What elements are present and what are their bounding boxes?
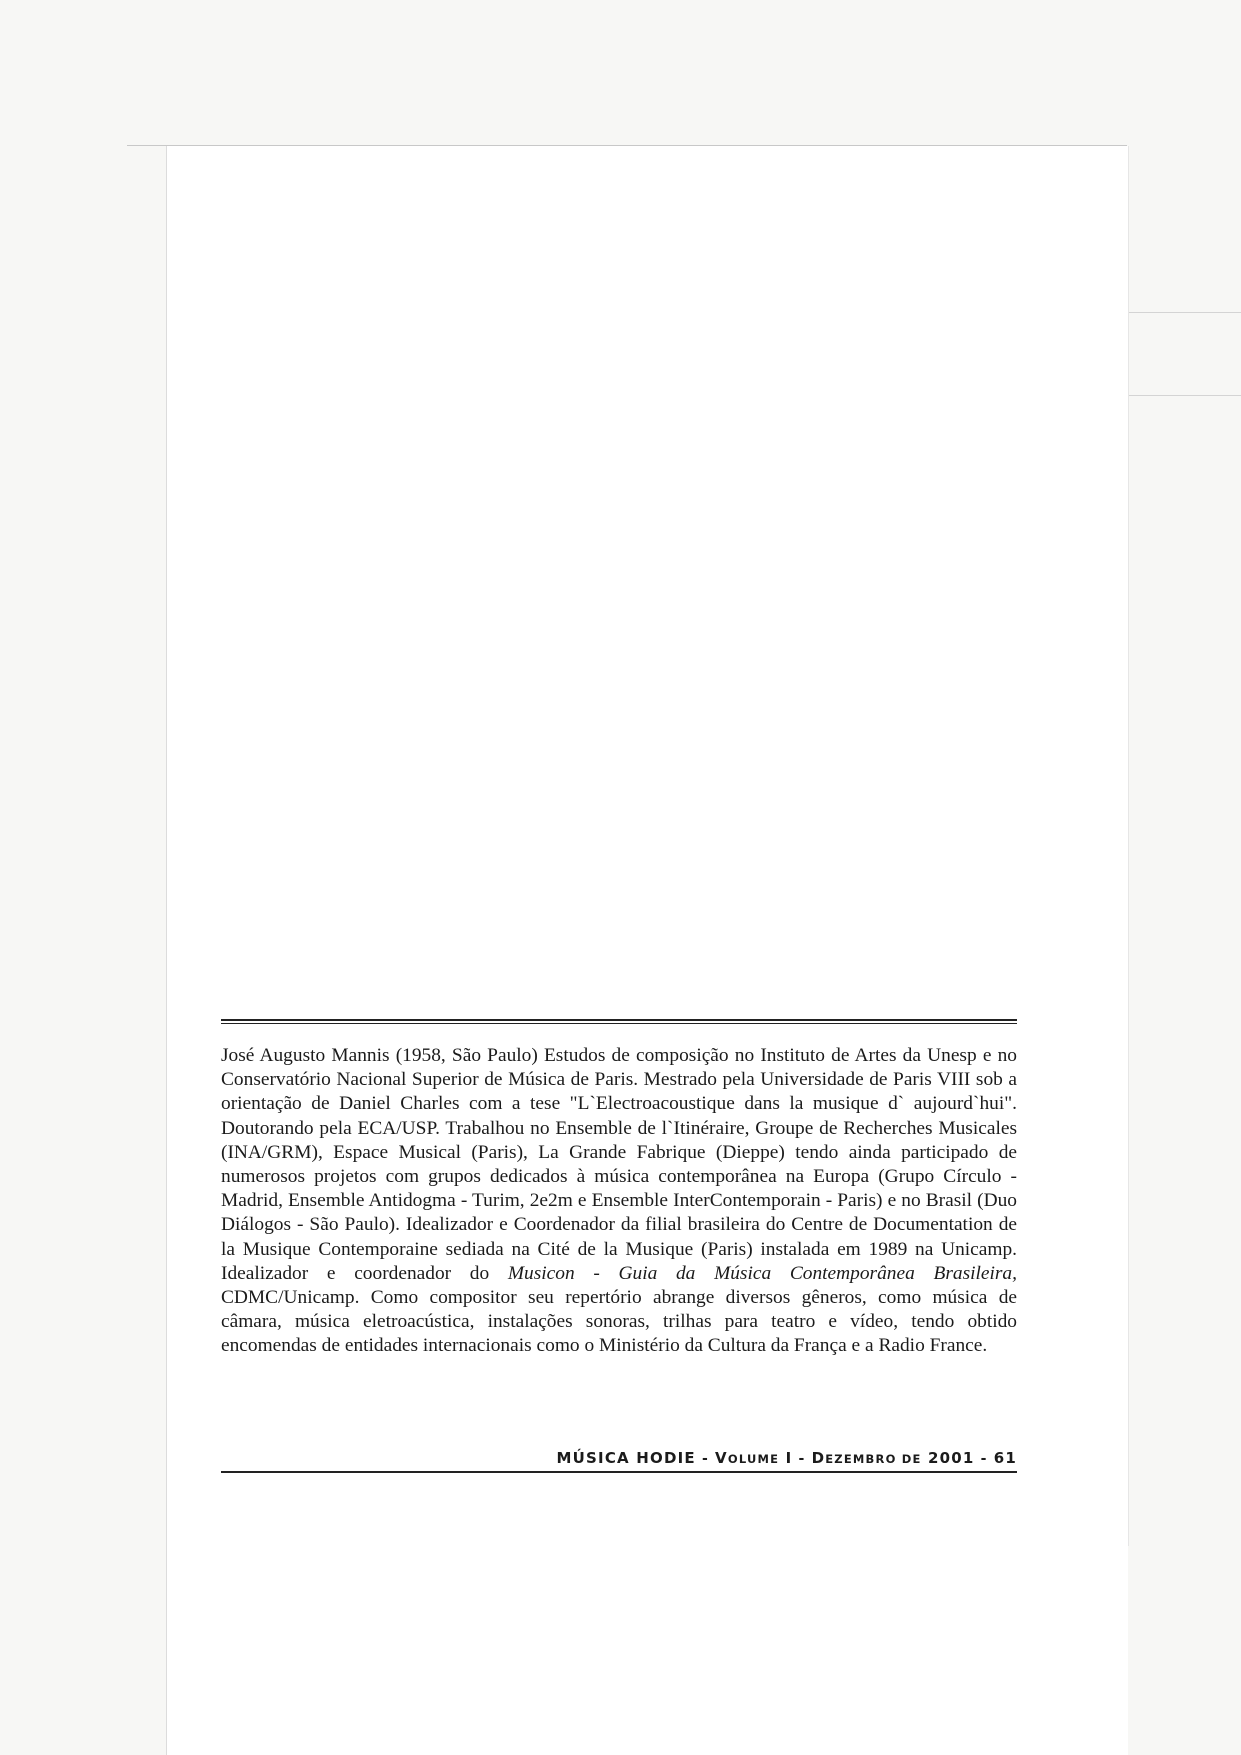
running-footer bbox=[221, 1449, 1017, 1467]
scan-tab-mark bbox=[1129, 395, 1241, 396]
footer-separator: - bbox=[792, 1451, 812, 1467]
footer-separator: - bbox=[695, 1451, 716, 1467]
bio-top-rule bbox=[221, 1019, 1017, 1024]
footer-journal: MÚSICA HODIE bbox=[556, 1449, 696, 1467]
page-number: 61 bbox=[993, 1449, 1017, 1467]
footer-separator: - bbox=[974, 1451, 994, 1467]
author-bio bbox=[221, 1044, 1017, 1359]
footer-volume-number: I bbox=[779, 1449, 793, 1467]
scan-tab-mark bbox=[1129, 312, 1241, 313]
bio-text-part-2: CDMC/Unicamp. Como compositor seu repertório abrange diversos gêneros, como música de câmara, música eletroacústica, instalações sonoras, trilhas para teatro e vídeo, tendo obtido encomendas de entidades internacionais como o Ministério da Cultura da França e a Radio France. bbox=[221, 1287, 1017, 1357]
footer-rule bbox=[221, 1471, 1017, 1473]
scan-edge-right bbox=[1128, 146, 1129, 1546]
footer-month-rest: EZEMBRO bbox=[825, 1452, 897, 1466]
document-page bbox=[167, 146, 1128, 1755]
footer-year: 2001 bbox=[921, 1449, 975, 1467]
footer-volume-initial: V bbox=[715, 1449, 728, 1467]
footer-de: DE bbox=[896, 1452, 922, 1466]
bio-text-part-1: José Augusto Mannis (1958, São Paulo) Estudos de composição no Instituto de Artes da Unesp e no Conservatório Nacional Superior de Música de Paris. Mestrado pela Universidade de Paris VIII sob a orientação de Daniel Charles com a tese "L`Electroacoustique dans la musique d` aujourd`hui". Doutorando pela ECA/USP. Trabalhou no Ensemble de l`Itinéraire, Groupe de Recherches Musicales (INA/GRM), Espace Musical (Paris), La Grande Fabrique (Dieppe) tendo ainda participado de numerosos projetos com grupos dedicados à música contemporânea na Europa (Grupo Círculo - Madrid, Ensemble Antidogma - Turim, 2e2m e Ensemble InterContemporain - Paris) e no Brasil (Duo Diálogos - São Paulo). Idealizador e Coordenador da filial brasileira do Centre de Documentation de la Musique Contemporaine sediada na Cité de la Musique (Paris) instalada em 1989 na Unicamp. Idealizador e coordenador do bbox=[221, 1045, 1017, 1284]
footer-volume-rest: OLUME bbox=[727, 1452, 780, 1466]
footer-month-initial: D bbox=[811, 1449, 826, 1467]
bio-italic-title: Musicon - Guia da Música Contemporânea Brasileira, bbox=[507, 1262, 1017, 1284]
